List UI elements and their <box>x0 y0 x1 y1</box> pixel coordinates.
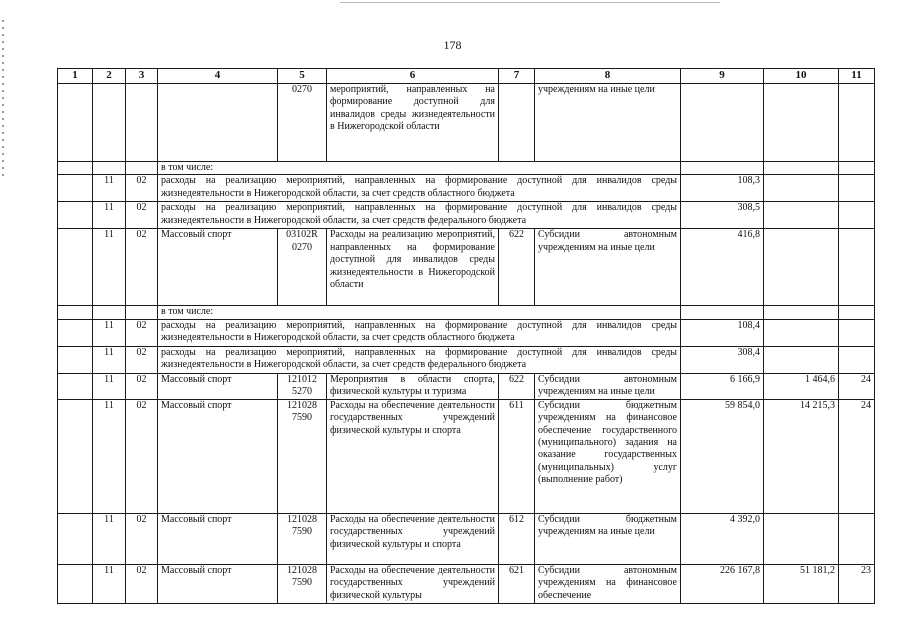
cell-col-11 <box>839 84 875 162</box>
table-row <box>58 175 875 202</box>
cell-subchapter: 02 <box>126 399 158 513</box>
header-cell: 10 <box>764 69 839 84</box>
cell-program: Массовый спорт <box>158 399 278 513</box>
cell-chapter: 11 <box>93 175 126 202</box>
cell-subtotal-label: расходы на реализацию мероприятий, направленных на формирование доступной для инвалидов среды жизнедеятельности в Нижегородской области, за счет средств областного бюджета <box>158 175 681 202</box>
header-cell: 6 <box>327 69 499 84</box>
cell-description: Расходы на обеспечение деятельности государственных учреждений физической культуры и спорта <box>327 513 499 564</box>
cell-subchapter <box>126 306 158 319</box>
cell-col-11 <box>839 202 875 229</box>
cell-chapter: 11 <box>93 373 126 399</box>
cell-section <box>58 319 93 346</box>
cell-chapter: 11 <box>93 229 126 306</box>
cell-section <box>58 399 93 513</box>
cell-section <box>58 373 93 399</box>
cell-subtotal-label: расходы на реализацию мероприятий, направленных на формирование доступной для инвалидов среды жизнедеятельности в Нижегородской области, за счет средств федерального бюджета <box>158 202 681 229</box>
cell-amount: 108,3 <box>681 175 764 202</box>
cell-expense-code: 621 <box>499 564 535 603</box>
header-cell: 3 <box>126 69 158 84</box>
cell-section <box>58 346 93 373</box>
cell-subtotal-label: в том числе: <box>158 306 681 319</box>
cell-expense-code: 611 <box>499 399 535 513</box>
cell-amount-2 <box>764 306 839 319</box>
cell-section <box>58 175 93 202</box>
table-row <box>58 564 875 603</box>
cell-subchapter: 02 <box>126 346 158 373</box>
cell-expense-type: учреждениям на иные цели <box>535 84 681 162</box>
cell-section <box>58 513 93 564</box>
cell-section <box>58 229 93 306</box>
cell-subchapter <box>126 84 158 162</box>
table-row <box>58 84 875 162</box>
cell-target-code: 0270 <box>278 84 327 162</box>
header-cell: 5 <box>278 69 327 84</box>
cell-chapter: 11 <box>93 319 126 346</box>
cell-amount <box>681 162 764 175</box>
table-row <box>58 346 875 373</box>
cell-chapter: 11 <box>93 202 126 229</box>
cell-section <box>58 564 93 603</box>
cell-chapter: 11 <box>93 399 126 513</box>
page-number: 178 <box>443 38 462 52</box>
cell-col-11 <box>839 513 875 564</box>
cell-target-code: 121028 7590 <box>278 564 327 603</box>
cell-expense-type: Субсидии автономным учреждениям на финансовое обеспечение <box>535 564 681 603</box>
cell-amount: 308,4 <box>681 346 764 373</box>
header-cell: 7 <box>499 69 535 84</box>
cell-subchapter: 02 <box>126 564 158 603</box>
cell-amount: 6 166,9 <box>681 373 764 399</box>
cell-amount: 308,5 <box>681 202 764 229</box>
cell-subchapter: 02 <box>126 513 158 564</box>
cell-subtotal-label: расходы на реализацию мероприятий, направленных на формирование доступной для инвалидов среды жизнедеятельности в Нижегородской области, за счет средств федерального бюджета <box>158 346 681 373</box>
cell-expense-type: Субсидии бюджетным учреждениям на иные цели <box>535 513 681 564</box>
cell-expense-code <box>499 84 535 162</box>
cell-program: Массовый спорт <box>158 513 278 564</box>
cell-section <box>58 162 93 175</box>
cell-amount-2 <box>764 175 839 202</box>
table-row <box>58 513 875 564</box>
cell-col-11 <box>839 175 875 202</box>
cell-target-code: 03102R 0270 <box>278 229 327 306</box>
cell-target-code: 121028 7590 <box>278 513 327 564</box>
cell-section <box>58 306 93 319</box>
header-cell: 2 <box>93 69 126 84</box>
cell-amount-2 <box>764 229 839 306</box>
cell-amount: 416,8 <box>681 229 764 306</box>
table-row <box>58 399 875 513</box>
cell-col-11: 24 <box>839 399 875 513</box>
cell-description: Мероприятия в области спорта, физической культуры и туризма <box>327 373 499 399</box>
table-row <box>58 373 875 399</box>
header-cell: 8 <box>535 69 681 84</box>
cell-subchapter: 02 <box>126 319 158 346</box>
cell-expense-code: 622 <box>499 373 535 399</box>
cell-subtotal-label: в том числе: <box>158 162 681 175</box>
cell-amount-2 <box>764 346 839 373</box>
cell-subchapter: 02 <box>126 202 158 229</box>
cell-expense-type: Субсидии автономным учреждениям на иные цели <box>535 229 681 306</box>
scan-edge-line <box>340 2 720 3</box>
cell-amount <box>681 306 764 319</box>
cell-section <box>58 202 93 229</box>
cell-amount-2 <box>764 84 839 162</box>
cell-col-11 <box>839 162 875 175</box>
cell-subchapter <box>126 162 158 175</box>
cell-chapter <box>93 306 126 319</box>
table-row <box>58 202 875 229</box>
table-row <box>58 319 875 346</box>
cell-description: Расходы на обеспечение деятельности государственных учреждений физической культуры и спорта <box>327 399 499 513</box>
header-row <box>58 69 875 84</box>
cell-chapter <box>93 84 126 162</box>
table-row <box>58 306 875 319</box>
cell-subtotal-label: расходы на реализацию мероприятий, направленных на формирование доступной для инвалидов среды жизнедеятельности в Нижегородской области, за счет средств областного бюджета <box>158 319 681 346</box>
cell-expense-code: 612 <box>499 513 535 564</box>
cell-col-11: 23 <box>839 564 875 603</box>
cell-amount-2: 14 215,3 <box>764 399 839 513</box>
cell-description: Расходы на обеспечение деятельности государственных учреждений физической культуры <box>327 564 499 603</box>
cell-description: Расходы на реализацию мероприятий, направленных на формирование доступной для инвалидов среды жизнедеятельности в Нижегородской области <box>327 229 499 306</box>
cell-col-11 <box>839 229 875 306</box>
cell-amount-2 <box>764 319 839 346</box>
cell-amount: 4 392,0 <box>681 513 764 564</box>
cell-col-11 <box>839 306 875 319</box>
cell-amount: 108,4 <box>681 319 764 346</box>
cell-target-code: 121012 5270 <box>278 373 327 399</box>
cell-subchapter: 02 <box>126 175 158 202</box>
cell-chapter: 11 <box>93 513 126 564</box>
table-row <box>58 229 875 306</box>
cell-subchapter: 02 <box>126 373 158 399</box>
cell-amount: 226 167,8 <box>681 564 764 603</box>
cell-chapter <box>93 162 126 175</box>
header-cell: 1 <box>58 69 93 84</box>
budget-table <box>57 68 875 604</box>
table-row <box>58 162 875 175</box>
cell-target-code: 121028 7590 <box>278 399 327 513</box>
cell-col-11 <box>839 346 875 373</box>
cell-amount-2: 51 181,2 <box>764 564 839 603</box>
cell-program: Массовый спорт <box>158 564 278 603</box>
cell-col-11 <box>839 319 875 346</box>
cell-amount <box>681 84 764 162</box>
cell-program: Массовый спорт <box>158 373 278 399</box>
header-cell: 11 <box>839 69 875 84</box>
cell-chapter: 11 <box>93 346 126 373</box>
cell-amount: 59 854,0 <box>681 399 764 513</box>
cell-amount-2 <box>764 162 839 175</box>
cell-section <box>58 84 93 162</box>
header-cell: 4 <box>158 69 278 84</box>
cell-subchapter: 02 <box>126 229 158 306</box>
cell-amount-2: 1 464,6 <box>764 373 839 399</box>
cell-description: мероприятий, направленных на формирование доступной для инвалидов среды жизнедеятельности в Нижегородской области <box>327 84 499 162</box>
cell-program: Массовый спорт <box>158 229 278 306</box>
cell-expense-code: 622 <box>499 229 535 306</box>
header-cell: 9 <box>681 69 764 84</box>
cell-expense-type: Субсидии бюджетным учреждениям на финансовое обеспечение государственного (муниципального) задания на оказание государственных (муниципальных) услуг (выполнение работ) <box>535 399 681 513</box>
cell-col-11: 24 <box>839 373 875 399</box>
cell-chapter: 11 <box>93 564 126 603</box>
cell-amount-2 <box>764 513 839 564</box>
cell-expense-type: Субсидии автономным учреждениям на иные цели <box>535 373 681 399</box>
cell-amount-2 <box>764 202 839 229</box>
cell-program <box>158 84 278 162</box>
